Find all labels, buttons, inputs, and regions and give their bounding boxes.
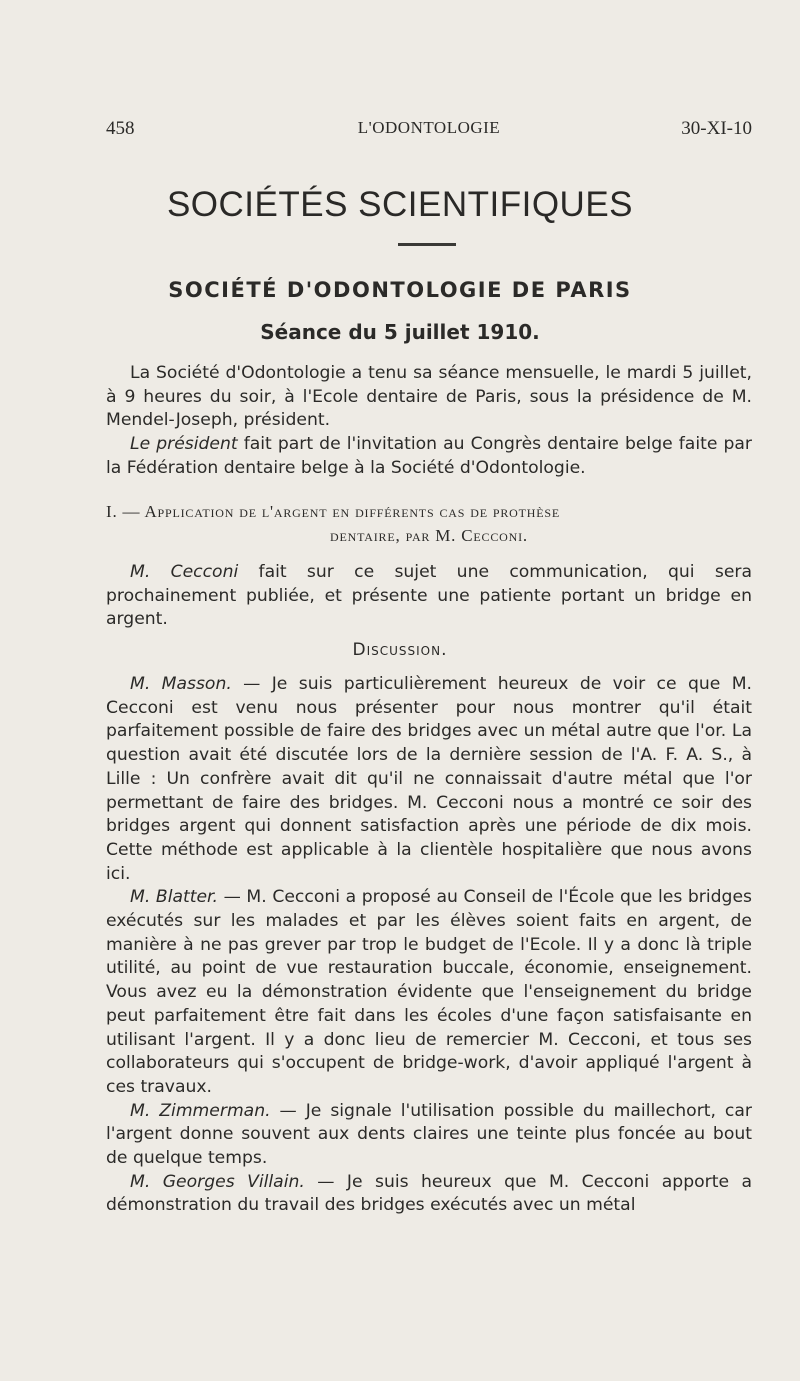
section-line-2: dentaire, par M. Cecconi. [330, 526, 528, 545]
issue-date: 30-XI-10 [681, 118, 752, 139]
intro-block [106, 362, 752, 481]
discussion-heading: Discussion. [352, 640, 448, 660]
paragraph-text: — Je suis particulièrement heureux de voir ce que M. Cecconi est venu nous présenter pour nous montrer qu'il était parfaitement possible de faire des bridges avec un métal autre que l'or. La question avait été discutée lors de la dernière session de l'A. F. A. S., à Lille : Un confrère avait dit qu'il ne connaissait d'autre métal que l'or permettant de faire des bridges. M. Cecconi nous a montré ce soir des bridges argent qui donnent satisfaction après une période de dix mois. Cette méthode est applicable à la clientèle hospitalière que nous avons ici. [106, 674, 752, 884]
paragraph-text: — Je suis heureux que M. Cecconi apporte a démonstration du travail des bridges exécutés avec un métal [106, 1171, 752, 1216]
society-heading: SOCIÉTÉ D'ODONTOLOGIE DE PARIS [168, 278, 632, 302]
paragraph-text: — Je signale l'utilisation possible du maillechort, car l'argent donne souvent aux dents claires une teinte plus foncée au bout de quelque temps. [106, 1100, 752, 1169]
speaker-name: Le président [130, 434, 238, 455]
discussion-paragraph [106, 1171, 752, 1218]
speaker-name: M. Blatter. [130, 887, 219, 908]
speaker-name: M. Cecconi [130, 562, 239, 582]
paragraph-text: fait part de l'invitation au Congrès dentaire belge faite par la Fédération dentaire belge à la Société d'Odontologie. [106, 434, 752, 478]
section-heading [106, 500, 752, 548]
intro-paragraph: La Société d'Odontologie a tenu sa séance mensuelle, le mardi 5 juillet, à 9 heures du soir, à l'Ecole dentaire de Paris, sous la présidence de M. Mendel-Joseph, président. [106, 363, 752, 431]
seance-heading: Séance du 5 juillet 1910. [260, 320, 540, 344]
journal-name: L'ODONTOLOGIE [357, 118, 501, 137]
page-number: 458 [106, 118, 135, 139]
cecconi-paragraph [106, 561, 752, 632]
speaker-name: M. Georges Villain. [130, 1171, 305, 1192]
speaker-name: M. Zimmerman. [130, 1100, 271, 1121]
discussion-paragraph [106, 1100, 752, 1171]
speaker-name: M. Masson. [130, 674, 232, 694]
cecconi-block [106, 561, 752, 632]
running-header [106, 118, 752, 142]
section-line-1: I. — Application de l'argent en différents cas de prothèse [106, 502, 560, 521]
discussion-block [106, 673, 752, 1218]
discussion-paragraph [106, 673, 752, 886]
discussion-paragraph [106, 886, 752, 1099]
paragraph-text: fait sur ce sujet une communication, qui sera prochainement publiée, et présente une patiente portant un bridge en argent. [106, 562, 752, 630]
title-rule [398, 243, 456, 246]
page-title: SOCIÉTÉS SCIENTIFIQUES [166, 185, 634, 224]
paragraph-text: — M. Cecconi a proposé au Conseil de l'École que les bridges exécutés sur les malades et par les élèves soient faits en argent, de manière à ne pas grever par trop le budget de l'Ecole. Il y a donc là triple utilité, au point de vue restauration buccale, économie, enseignement. Vous avez eu la démonstration évidente que l'enseignement du bridge peut parfaitement être fait dans les écoles d'une façon satisfaisante en utilisant l'argent. Il y a donc lieu de remercier M. Cecconi, et tous ses collaborateurs qui s'occupent de bridge-work, d'avoir appliqué l'argent à ces travaux. [106, 887, 752, 1097]
president-paragraph [106, 433, 752, 480]
